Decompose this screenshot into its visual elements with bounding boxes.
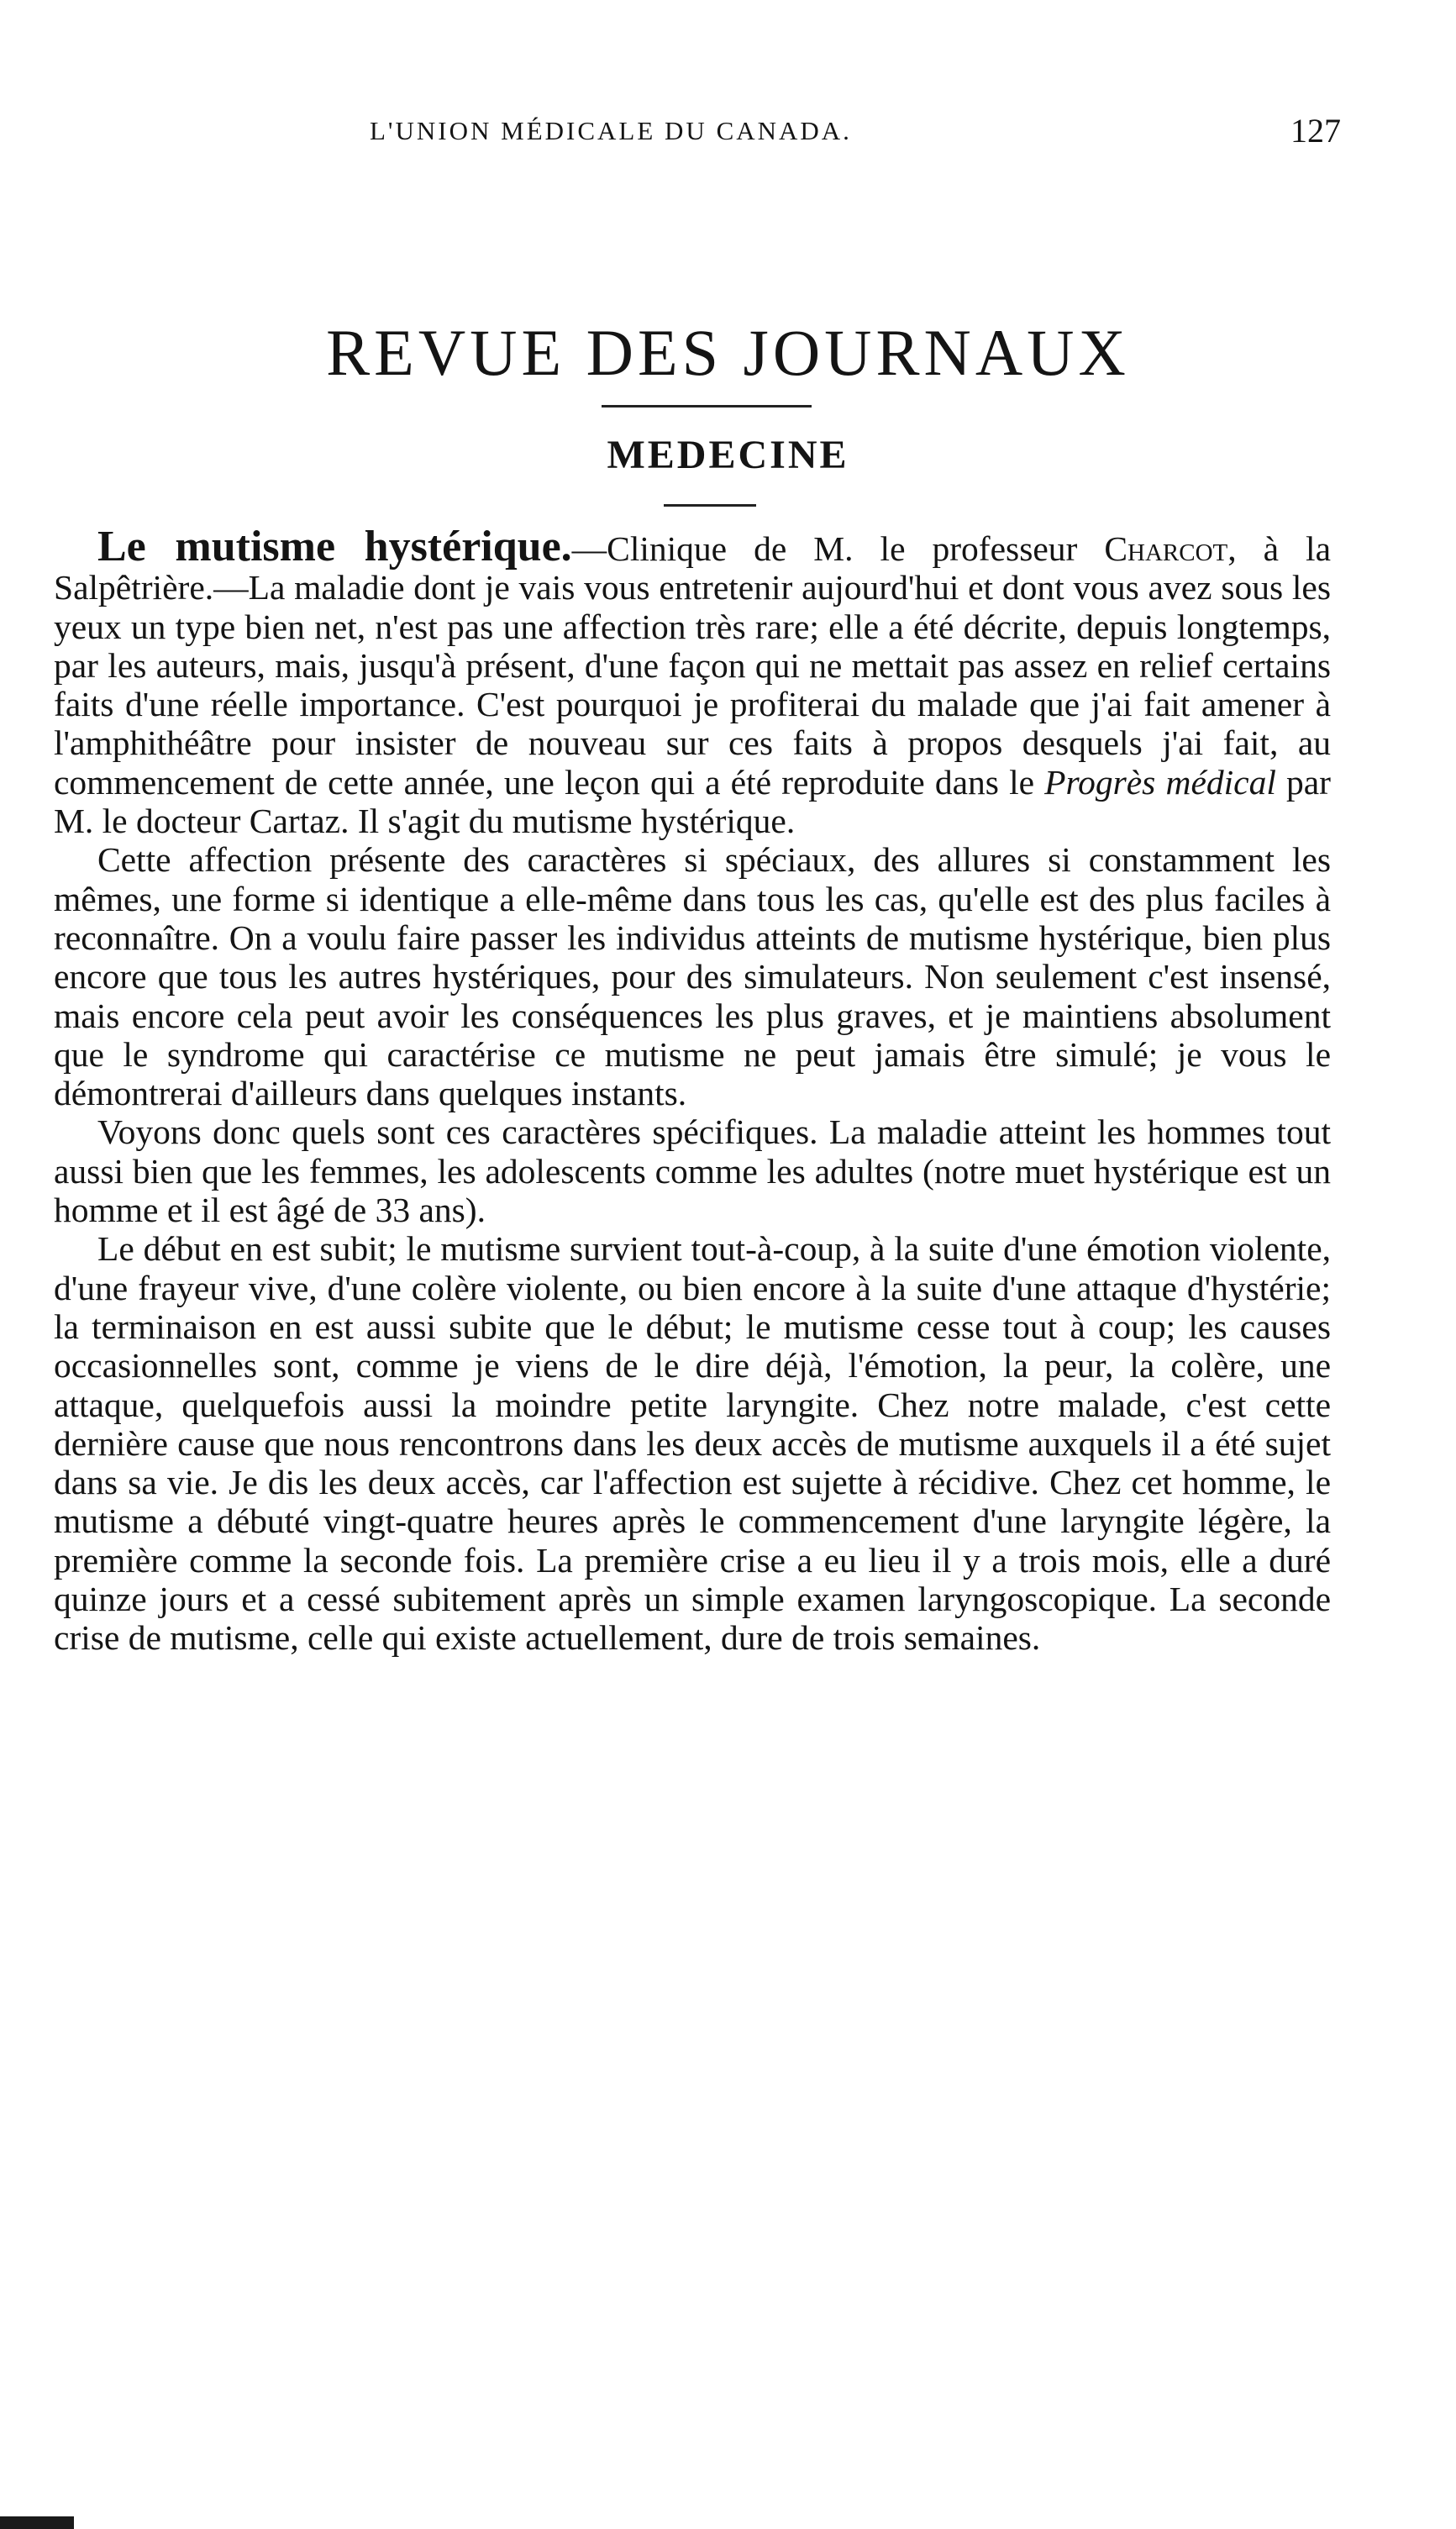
paragraph-1-intro: —Clinique de M. le professeur [571, 529, 1105, 568]
author-name: Charcot [1104, 529, 1228, 568]
paragraph-2: Cette affection présente des caractères si spéciaux, des allures si constamment les mêmes, une forme si identique a elle-même dans tous les cas, qu'elle est des plus faciles à reconnaître. On a voulu faire passer les individus atteints de mutisme hystérique, bien plus encore que tous les autres hystériques, pour des simulateurs. Non seulement c'est insensé, mais encore cela peut avoir les conséquences les plus graves, et je maintiens absolument que le syndrome qui caractérise ce mutisme ne peut jamais être simulé; je vous le démontrerai d'ailleurs dans quelques instants. [54, 840, 1331, 1113]
journal-name: Progrès médical [1044, 762, 1276, 802]
paragraph-1 [54, 523, 1332, 841]
paragraph-4: Le début en est subit; le mutisme survient tout-à-coup, à la suite d'une émotion violente, d'une frayeur vive, d'une colère violente, ou bien encore à la suite d'une attaque d'hystérie; la terminaison en est aussi subite que le début; le mutisme cesse tout à coup; les causes occasionnelles sont, comme je viens de le dire déjà, l'émotion, la peur, la colère, une attaque, quelquefois aussi la moindre petite laryngite. Chez notre malade, c'est cette dernière cause que nous rencontrons dans les deux accès de mutisme auxquels il a été sujet dans sa vie. Je dis les deux accès, car l'affection est sujette à récidive. Chez cet homme, le mutisme a débuté vingt-quatre heures après le commencement d'une laryngite légère, la première comme la seconde fois. La première crise a eu lieu il y a trois mois, elle a duré quinze jours et a cessé subitement après un simple examen laryngoscopique. La seconde crise de mutisme, celle qui existe actuellement, dure de trois semaines. [54, 1229, 1331, 1658]
section-title: REVUE DES JOURNAUX [326, 316, 1130, 389]
paragraph-1-text: , à la Salpêtrière.—La maladie dont je vais vous entretenir aujourd'hui et dont vous avez sous les yeux un type bien net, n'est pas une affection très rare; elle a été décrite, depuis longtemps, par les auteurs, mais, jusqu'à présent, d'une façon qui ne mettait pas assez en relief certains faits d'une réelle importance. C'est pourquoi je profiterai du malade que j'ai fait amener à l'amphithéâtre pour insister de nouveau sur ces faits à propos desquels j'ai fait, au commencement de cette année, une leçon qui a été reproduite dans le [54, 529, 1332, 802]
scan-edge-mark [0, 2516, 74, 2529]
page-number: 127 [1290, 112, 1341, 150]
article-title: Le mutisme hystérique. [97, 523, 572, 570]
paragraph-1-end: par M. le docteur Cartaz. Il s'agit du mutisme hystérique. [54, 762, 1331, 841]
subsection-divider [664, 504, 756, 507]
running-header [0, 112, 1456, 158]
article-body [54, 523, 1332, 1658]
paragraph-3: Voyons donc quels sont ces caractères spécifiques. La maladie atteint les hommes tout aussi bien que les femmes, les adolescents comme les adultes (notre muet hystérique est un homme et il est âgé de 33 ans). [54, 1112, 1331, 1230]
subsection-title: MEDECINE [607, 433, 849, 477]
title-divider [602, 405, 812, 407]
running-title: L'UNION MÉDICALE DU CANADA. [370, 116, 852, 145]
